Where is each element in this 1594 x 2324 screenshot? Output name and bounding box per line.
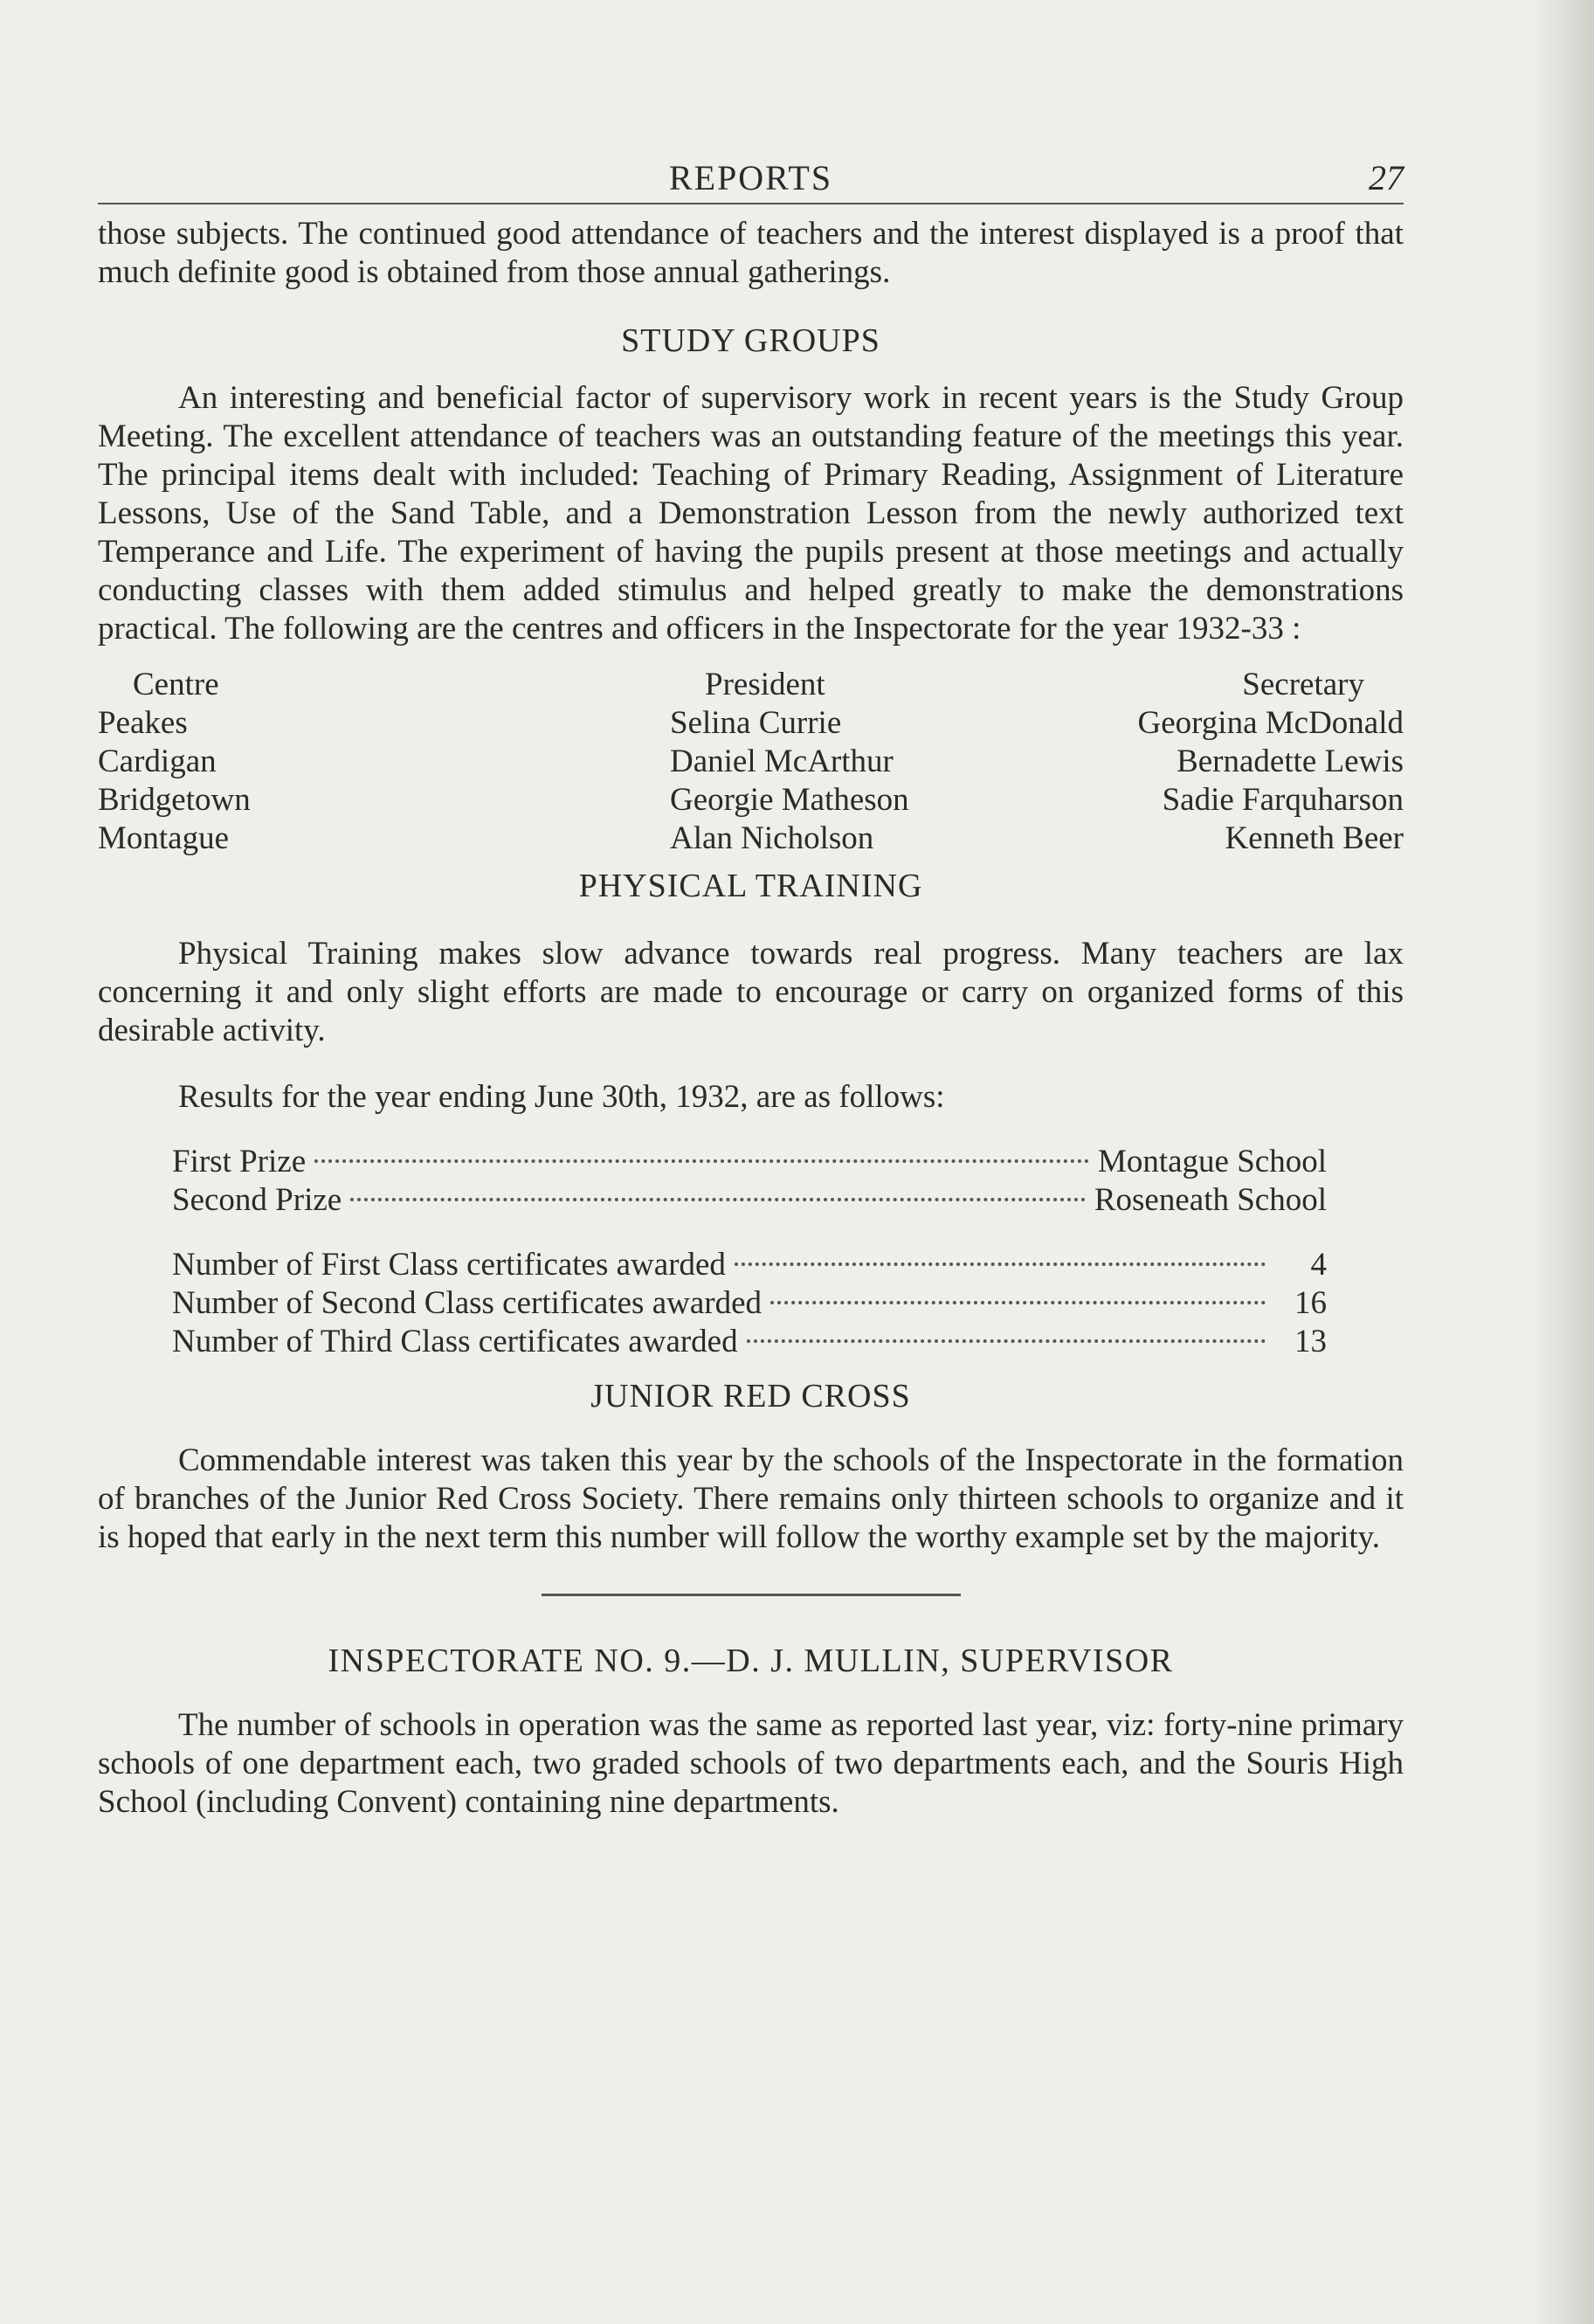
dot-leader <box>314 1159 1089 1163</box>
officers-row <box>98 820 1404 858</box>
column-header-secretary: Secretary <box>1242 667 1364 702</box>
certificate-count: 13 <box>1294 1324 1327 1359</box>
junior-red-cross-paragraph: Commendable interest was taken this year by the schools of the Inspectorate in the formation of branches of the Junior Red Cross Society. There remains only thirteen schools to organize and it is hoped that early in the next term this number will follow the worthy example set by the majority. <box>98 1442 1404 1555</box>
dot-leader <box>770 1301 1266 1304</box>
junior-red-cross-heading: JUNIOR RED CROSS <box>590 1378 911 1414</box>
officers-table <box>98 666 1404 858</box>
prize-row <box>172 1143 1327 1181</box>
centre-cell: Bridgetown <box>98 782 251 818</box>
column-header-president: President <box>705 667 825 702</box>
secretary-cell: Georgina McDonald <box>1137 705 1404 741</box>
study-groups-paragraph: An interesting and beneficial factor of supervisory work in recent years is the Study Group Meeting. The excellent attendance of teachers was an outstanding feature of the meetings this year. The principal items dealt with included: Teaching of Primary Reading, Assignment of Literature Lessons, Use of the Sand Table, and a Demonstration Lesson from the newly authorized text Temperance and Life. The experiment of having the pupils present at those meetings and actually conducting classes with them added stimulus and helped greatly to make the demonstrations practical. The following are the centres and officers in the Inspectorate for the year 1932-33 : <box>98 380 1404 647</box>
study-groups-heading: STUDY GROUPS <box>621 322 880 359</box>
certificate-count: 16 <box>1294 1285 1327 1321</box>
centre-cell: Cardigan <box>98 744 217 779</box>
physical-training-paragraph: Physical Training makes slow advance towards real progress. Many teachers are lax concerning it and only slight efforts are made to encourage or carry on organized forms of this desirable activity. <box>98 936 1404 1048</box>
prize-label: Second Prize <box>172 1182 342 1218</box>
page-edge-shadow <box>1533 0 1594 2324</box>
certificate-row <box>172 1284 1327 1323</box>
running-head: REPORTS <box>668 158 833 197</box>
page-header <box>98 157 1404 210</box>
certificate-list <box>98 1246 1327 1361</box>
secretary-cell: Sadie Farquharson <box>1162 782 1404 818</box>
officers-header-row <box>98 666 1404 704</box>
secretary-cell: Bernadette Lewis <box>1177 744 1404 779</box>
intro-paragraph: those subjects. The continued good attendance of teachers and the interest displayed is a proof that much definite good is obtained from those annual gatherings. <box>98 216 1404 290</box>
president-cell: Georgie Matheson <box>670 782 909 818</box>
certificate-label: Number of Second Class certificates awarded <box>172 1285 762 1321</box>
dot-leader <box>747 1339 1266 1343</box>
officers-row <box>98 743 1404 781</box>
prize-winner: Montague School <box>1097 1144 1327 1179</box>
results-intro: Results for the year ending June 30th, 1932, are as follows: <box>178 1079 945 1115</box>
page-content <box>98 157 1404 1822</box>
prize-row <box>172 1181 1327 1220</box>
certificate-row <box>172 1246 1327 1284</box>
section-divider <box>542 1594 961 1596</box>
centre-cell: Montague <box>98 820 230 856</box>
inspectorate-paragraph: The number of schools in operation was the same as reported last year, viz: forty-nine primary schools of one department each, two graded schools of two departments each, and the Souris High School (including Convent) containing nine departments. <box>98 1707 1404 1820</box>
president-cell: Selina Currie <box>670 705 842 741</box>
certificate-label: Number of First Class certificates awarded <box>172 1247 726 1283</box>
page-number: 27 <box>1369 158 1404 197</box>
dot-leader <box>735 1262 1266 1266</box>
secretary-cell: Kenneth Beer <box>1225 820 1404 856</box>
prize-list <box>98 1143 1327 1220</box>
prize-winner: Roseneath School <box>1094 1182 1327 1218</box>
officers-row <box>98 704 1404 743</box>
certificate-label: Number of Third Class certificates awarded <box>172 1324 738 1359</box>
dot-leader <box>350 1198 1086 1201</box>
prize-label: First Prize <box>172 1144 307 1179</box>
certificate-count: 4 <box>1310 1247 1327 1283</box>
centre-cell: Peakes <box>98 705 188 741</box>
officers-row <box>98 781 1404 820</box>
column-header-centre: Centre <box>133 667 219 702</box>
inspectorate-heading: INSPECTORATE NO. 9.—D. J. MULLIN, SUPERVISOR <box>328 1643 1174 1679</box>
header-rule <box>98 203 1404 204</box>
physical-training-heading: PHYSICAL TRAINING <box>578 868 923 904</box>
president-cell: Daniel McArthur <box>670 744 894 779</box>
president-cell: Alan Nicholson <box>670 820 874 856</box>
certificate-row <box>172 1323 1327 1361</box>
